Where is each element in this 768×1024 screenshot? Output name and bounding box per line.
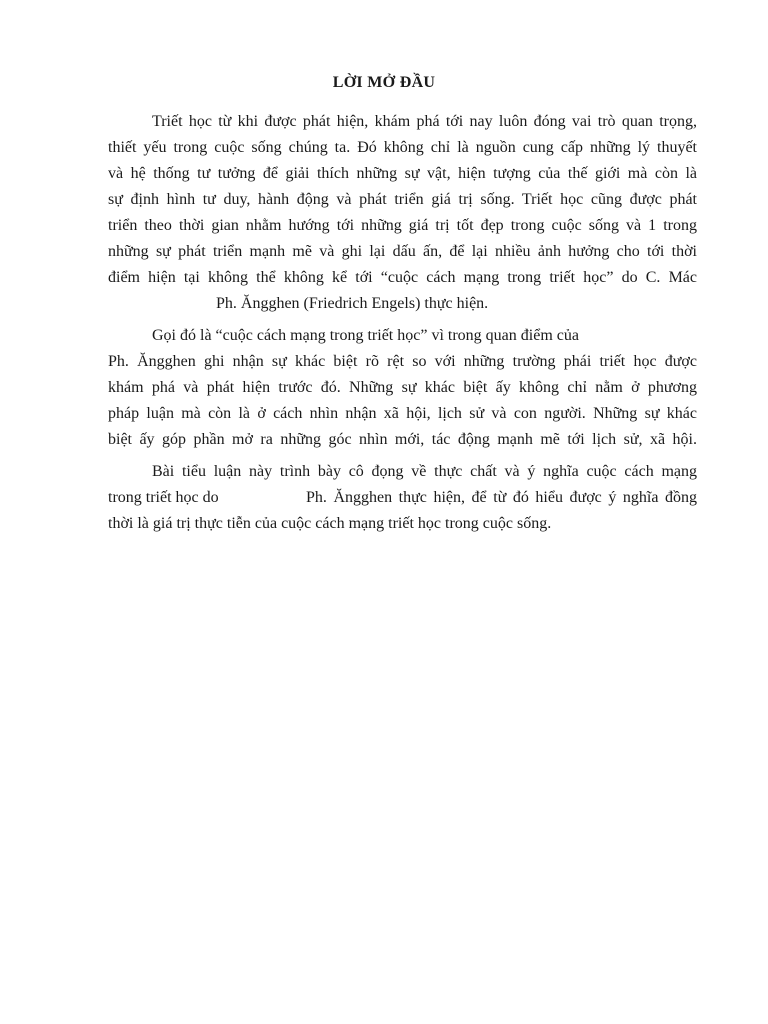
paragraph-1-line-4: sự định hình tư duy, hành động và phát triển giá trị sống. Triết học cũng được phát	[108, 191, 697, 208]
paragraph-1-line-2: thiết yếu trong cuộc sống chúng ta. Đó không chỉ là nguồn cung cấp những lý thuyết	[108, 139, 697, 156]
paragraph-1-line-7: điểm hiện tại không thể không kể tới “cuộc cách mạng trong triết học” do C. Mác	[108, 269, 697, 286]
paragraph-2-line-5: biệt ấy góp phần mở ra những góc nhìn mới, tác động mạnh mẽ tới lịch sử, xã hội.	[108, 431, 697, 448]
paragraph-3-line-2b: Ph. Ăngghen thực hiện, để từ đó hiểu được ý nghĩa đồng	[306, 489, 697, 506]
paragraph-1-line-8: Ph. Ăngghen (Friedrich Engels) thực hiện.	[216, 295, 489, 312]
paragraph-3-line-1: Bài tiểu luận này trình bày cô đọng về thực chất và ý nghĩa cuộc cách mạng	[152, 463, 697, 480]
paragraph-3-line-2a: trong triết học do	[108, 489, 219, 506]
paragraph-1-line-5: triển theo thời gian nhằm hướng tới những giá trị tốt đẹp trong cuộc sống và 1 trong	[108, 217, 697, 234]
paragraph-1-line-1: Triết học từ khi được phát hiện, khám phá tới nay luôn đóng vai trò quan trọng,	[152, 113, 697, 130]
paragraph-1-line-6: những sự phát triển mạnh mẽ và ghi lại dấu ấn, để lại nhiều ảnh hưởng cho tới thời	[108, 243, 697, 260]
document-title: LỜI MỞ ĐẦU	[332, 74, 436, 91]
paragraph-2-line-3: khám phá và phát hiện trước đó. Những sự khác biệt ấy không chỉ nằm ở phương	[108, 379, 697, 396]
paragraph-1-line-3: và hệ thống tư tưởng để giải thích những sự vật, hiện tượng của thế giới mà còn là	[108, 165, 697, 182]
paragraph-2-line-1: Gọi đó là “cuộc cách mạng trong triết học” vì trong quan điểm của	[152, 327, 579, 344]
paragraph-3-line-3: thời là giá trị thực tiễn của cuộc cách mạng triết học trong cuộc sống.	[108, 515, 552, 532]
paragraph-2-line-2: Ph. Ăngghen ghi nhận sự khác biệt rõ rệt so với những trường phái triết học được	[108, 353, 697, 370]
paragraph-2-line-4: pháp luận mà còn là ở cách nhìn nhận xã hội, lịch sử và con người. Những sự khác	[108, 405, 697, 422]
